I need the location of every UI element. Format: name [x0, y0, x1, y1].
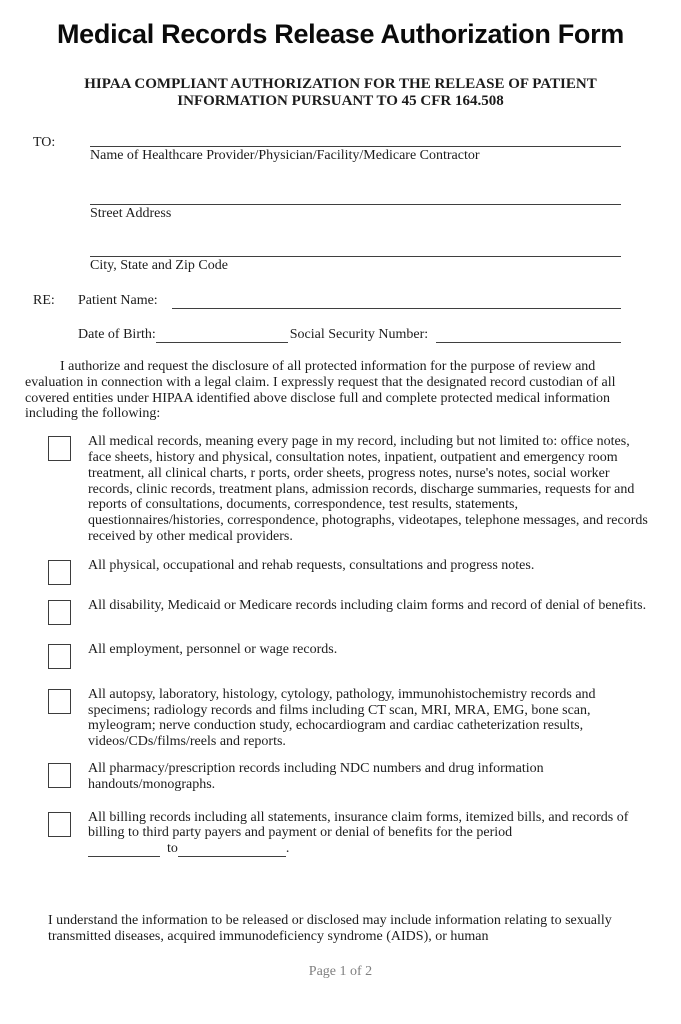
checklist-item-text: All physical, occupational and rehab requests, consultations and progress notes.	[88, 557, 535, 573]
disclosure-notice-paragraph: I understand the information to be released or disclosed may include information relating to sexually transmitted diseases, acquired immunodeficiency syndrome (AIDS), or human	[48, 912, 612, 944]
checklist-item-text: All disability, Medicaid or Medicare records including claim forms and record of denial of benefits.	[88, 597, 647, 613]
billing-period-row	[88, 841, 650, 857]
checklist-item-text: All employment, personnel or wage records.	[88, 641, 338, 657]
period-connector-word: to	[167, 841, 178, 857]
records-checklist	[48, 434, 681, 857]
authorization-intro-paragraph: I authorize and request the disclosure of all protected information for the purpose of review and evaluation in connection with a legal claim. I expressly request that the designated record custodian of all covered entities under HIPAA identified above disclose full and complete protected medical information including the following:	[25, 358, 616, 422]
re-label: RE:	[33, 293, 55, 309]
checkbox-physical-occupational-rehab[interactable]	[48, 560, 71, 585]
subtitle-line-2: INFORMATION PURSUANT TO 45 CFR 164.508	[177, 93, 504, 109]
provider-name-field	[90, 134, 621, 164]
date-of-birth-line[interactable]	[156, 328, 288, 343]
checklist-item-text: All pharmacy/prescription records including NDC numbers and drug information handouts/monographs.	[88, 760, 544, 792]
street-address-line[interactable]	[90, 192, 621, 205]
billing-item-body	[71, 810, 650, 857]
period-to-line[interactable]	[178, 842, 286, 857]
ssn-label: Social Security Number:	[289, 327, 429, 343]
period-from-line[interactable]	[88, 842, 160, 857]
checkbox-autopsy-lab-radiology[interactable]	[48, 689, 71, 714]
ssn-line[interactable]	[436, 328, 621, 343]
checklist-item-text: All medical records, meaning every page in my record, including but not limited to: office notes, face sheets, history and physical, consultation notes, inpatient, outpatient and emergency room treatment, all clinical charts, r ports, order sheets, progress notes, nurse's notes, social worker records, clinic records, treatment plans, admission records, discharge summaries, requests for and reports of consultations, documents, correspondence, test results, statements, questionnaires/histories, correspondence, photographs, videotapes, telephone messages, and records received by other medical providers.	[88, 434, 648, 544]
checkbox-employment-wage[interactable]	[48, 644, 71, 669]
to-section	[33, 134, 621, 273]
checkbox-disability-medicaid-medicare[interactable]	[48, 600, 71, 625]
dob-ssn-row	[78, 327, 621, 343]
city-state-zip-field	[90, 244, 621, 274]
period-terminator: .	[285, 841, 290, 857]
city-state-zip-line[interactable]	[90, 244, 621, 257]
page-number-footer: Page 1 of 2	[308, 964, 373, 979]
provider-name-label: Name of Healthcare Provider/Physician/Facility/Medicare Contractor	[90, 148, 480, 163]
re-section	[33, 293, 621, 309]
checklist-item-autopsy-lab-radiology	[48, 687, 681, 750]
patient-name-row	[33, 293, 621, 309]
checklist-item-billing-records	[48, 810, 681, 857]
checklist-item-employment-wage	[48, 642, 681, 669]
checklist-item-pharmacy-prescription	[48, 761, 681, 793]
to-label: TO:	[33, 135, 56, 150]
patient-name-label: Patient Name:	[78, 293, 158, 309]
checklist-item-text: All billing records including all statements, insurance claim forms, itemized bills, and records of billing to third party payers and payment or denial of benefits for the period	[88, 809, 629, 841]
checkbox-pharmacy-prescription[interactable]	[48, 763, 71, 788]
checklist-item-text: All autopsy, laboratory, histology, cytology, pathology, immunohistochemistry records and specimens; radiology records and films including CT scan, MRI, MRA, EMG, bone scan, myleogram; nerve conduction study, echocardiogram and cardiac catheterization results, videos/CDs/films/reels and reports.	[88, 686, 596, 750]
patient-name-line[interactable]	[172, 294, 621, 309]
checkbox-all-medical-records[interactable]	[48, 436, 71, 461]
checklist-item-disability-medicaid-medicare	[48, 598, 681, 625]
street-address-field	[90, 192, 621, 222]
street-address-label: Street Address	[90, 205, 172, 221]
subtitle-line-1: HIPAA COMPLIANT AUTHORIZATION FOR THE RELEASE OF PATIENT	[84, 76, 597, 92]
date-of-birth-label: Date of Birth:	[78, 327, 156, 343]
provider-name-line[interactable]	[90, 134, 621, 147]
checklist-item-all-medical-records	[48, 434, 681, 545]
checkbox-billing-records[interactable]	[48, 812, 71, 837]
to-fields	[90, 134, 621, 273]
form-subtitle	[0, 76, 681, 110]
page-title: Medical Records Release Authorization Form	[56, 19, 625, 49]
city-state-zip-label: City, State and Zip Code	[90, 257, 228, 273]
checklist-item-physical-occupational-rehab	[48, 558, 681, 585]
